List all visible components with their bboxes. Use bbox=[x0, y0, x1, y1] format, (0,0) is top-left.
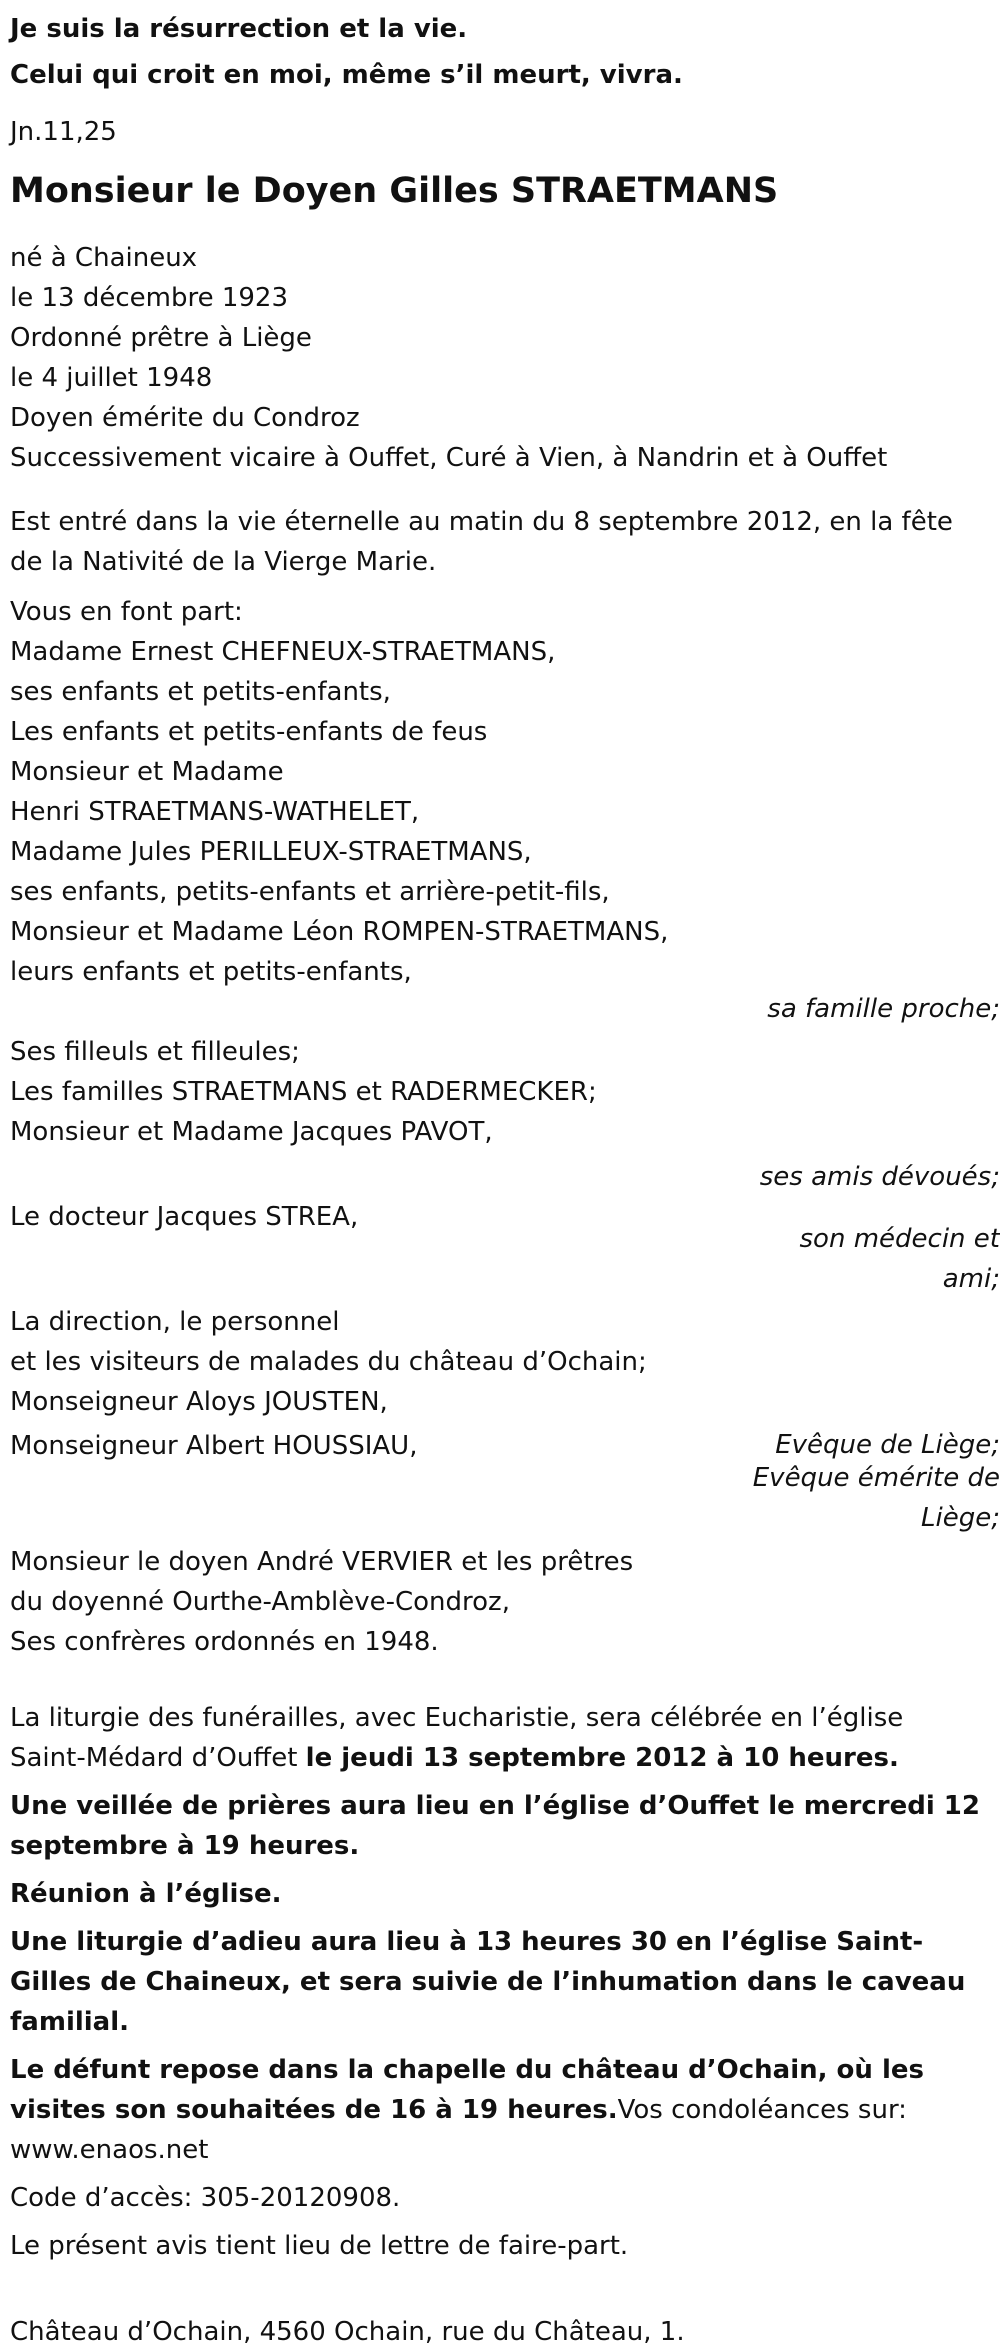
doctor-role-line-2: ami; bbox=[942, 1264, 1000, 1294]
family-line: Monsieur et Madame bbox=[10, 757, 284, 787]
death-announcement bbox=[10, 502, 1000, 582]
friends-line: Ses filleuls et filleules; bbox=[10, 1037, 300, 1067]
address: Château d’Ochain, 4560 Ochain, rue du Château, 1. bbox=[10, 2317, 685, 2347]
announcers-intro: Vous en font part: bbox=[10, 597, 243, 627]
liturgy-place: Saint-Médard d’Ouffet bbox=[10, 1743, 306, 1773]
staff-line: Monseigneur Aloys JOUSTEN, bbox=[10, 1387, 388, 1417]
family-line: Henri STRAETMANS-WATHELET, bbox=[10, 797, 420, 827]
bio-line: le 4 juillet 1948 bbox=[10, 363, 213, 393]
doctor-group bbox=[10, 1197, 1000, 1302]
family-line: Les enfants et petits-enfants de feus bbox=[10, 717, 488, 747]
family-line: Monsieur et Madame Léon ROMPEN-STRAETMANS, bbox=[10, 917, 669, 947]
deceased-name: Monsieur le Doyen Gilles STRAETMANS bbox=[10, 171, 779, 211]
liturgy-date: le jeudi 13 septembre 2012 à 10 heures. bbox=[305, 1743, 899, 1773]
bio-line: Ordonné prêtre à Liège bbox=[10, 323, 312, 353]
rest-location: Le défunt repose dans la chapelle du château d’Ochain, où les visites son souhaitées de 16 à 19 heures. bbox=[10, 2055, 924, 2125]
friends-line: Monsieur et Madame Jacques PAVOT, bbox=[10, 1117, 493, 1147]
staff-line: La direction, le personnel bbox=[10, 1307, 340, 1337]
family-line: ses enfants et petits-enfants, bbox=[10, 677, 391, 707]
liturgy-line-1: La liturgie des funérailles, avec Eucharistie, sera célébrée en l’église bbox=[10, 1703, 904, 1733]
scripture-quote-line-1: Je suis la résurrection et la vie. bbox=[10, 14, 468, 44]
bio-line: né à Chaineux bbox=[10, 243, 198, 273]
rest-notice bbox=[10, 2050, 1000, 2170]
friends-line: Les familles STRAETMANS et RADERMECKER; bbox=[10, 1077, 597, 1107]
doctor-role-line-1: son médecin et bbox=[799, 1224, 1000, 1254]
emeritus-line: Monseigneur Albert HOUSSIAU, bbox=[10, 1431, 418, 1461]
bishop-role: Evêque de Liège; bbox=[775, 1430, 1000, 1460]
staff-line: et les visiteurs de malades du château d’Ochain; bbox=[10, 1347, 647, 1377]
family-line: Madame Ernest CHEFNEUX-STRAETMANS, bbox=[10, 637, 556, 667]
clergy-line: Ses confrères ordonnés en 1948. bbox=[10, 1627, 439, 1657]
bio-line: Successivement vicaire à Ouffet, Curé à Vien, à Nandrin et à Ouffet bbox=[10, 443, 888, 473]
clergy-group bbox=[10, 1542, 1000, 1662]
family-line: Madame Jules PERILLEUX-STRAETMANS, bbox=[10, 837, 532, 867]
farewell-notice: Une liturgie d’adieu aura lieu à 13 heures 30 en l’église Saint-Gilles de Chaineux, et sera suivie de l’inhumation dans le caveau familial. bbox=[10, 1927, 966, 2037]
family-role: sa famille proche; bbox=[767, 994, 1000, 1024]
bio-line: le 13 décembre 1923 bbox=[10, 283, 289, 313]
liturgy-line-2 bbox=[10, 1738, 1000, 1778]
emeritus-role-line-1: Evêque émérite de bbox=[752, 1463, 1000, 1493]
funeral-liturgy bbox=[10, 1698, 1000, 1778]
friends-role: ses amis dévoués; bbox=[759, 1162, 1000, 1192]
condolences-link[interactable]: Vos condoléances sur: www.enaos.net bbox=[10, 2095, 907, 2165]
family-line: ses enfants, petits-enfants et arrière-petit-fils, bbox=[10, 877, 610, 907]
bio-line: Doyen émérite du Condroz bbox=[10, 403, 360, 433]
emeritus-role-line-2: Liège; bbox=[921, 1503, 1000, 1533]
scripture-quote-line-2: Celui qui croit en moi, même s’il meurt, vivra. bbox=[10, 60, 683, 90]
obituary-page bbox=[10, 6, 1000, 2352]
access-code: Code d’accès: 305-20120908. bbox=[10, 2183, 401, 2213]
faire-part-notice: Le présent avis tient lieu de lettre de faire-part. bbox=[10, 2231, 629, 2261]
scripture-reference: Jn.11,25 bbox=[10, 117, 117, 147]
family-line: leurs enfants et petits-enfants, bbox=[10, 957, 412, 987]
meeting-notice: Réunion à l’église. bbox=[10, 1879, 282, 1909]
friends-group bbox=[10, 1032, 1000, 1197]
emeritus-group bbox=[10, 1426, 1000, 1542]
death-line-2: de la Nativité de la Vierge Marie. bbox=[10, 547, 437, 577]
family-group bbox=[10, 632, 1000, 1032]
clergy-line: du doyenné Ourthe-Amblève-Condroz, bbox=[10, 1587, 510, 1617]
doctor-line: Le docteur Jacques STREA, bbox=[10, 1202, 359, 1232]
vigil-notice: Une veillée de prières aura lieu en l’église d’Ouffet le mercredi 12 septembre à 19 heures. bbox=[10, 1791, 980, 1861]
death-line-1: Est entré dans la vie éternelle au matin du 8 septembre 2012, en la fête bbox=[10, 507, 953, 537]
clergy-line: Monsieur le doyen André VERVIER et les prêtres bbox=[10, 1547, 634, 1577]
biography bbox=[10, 238, 1000, 478]
